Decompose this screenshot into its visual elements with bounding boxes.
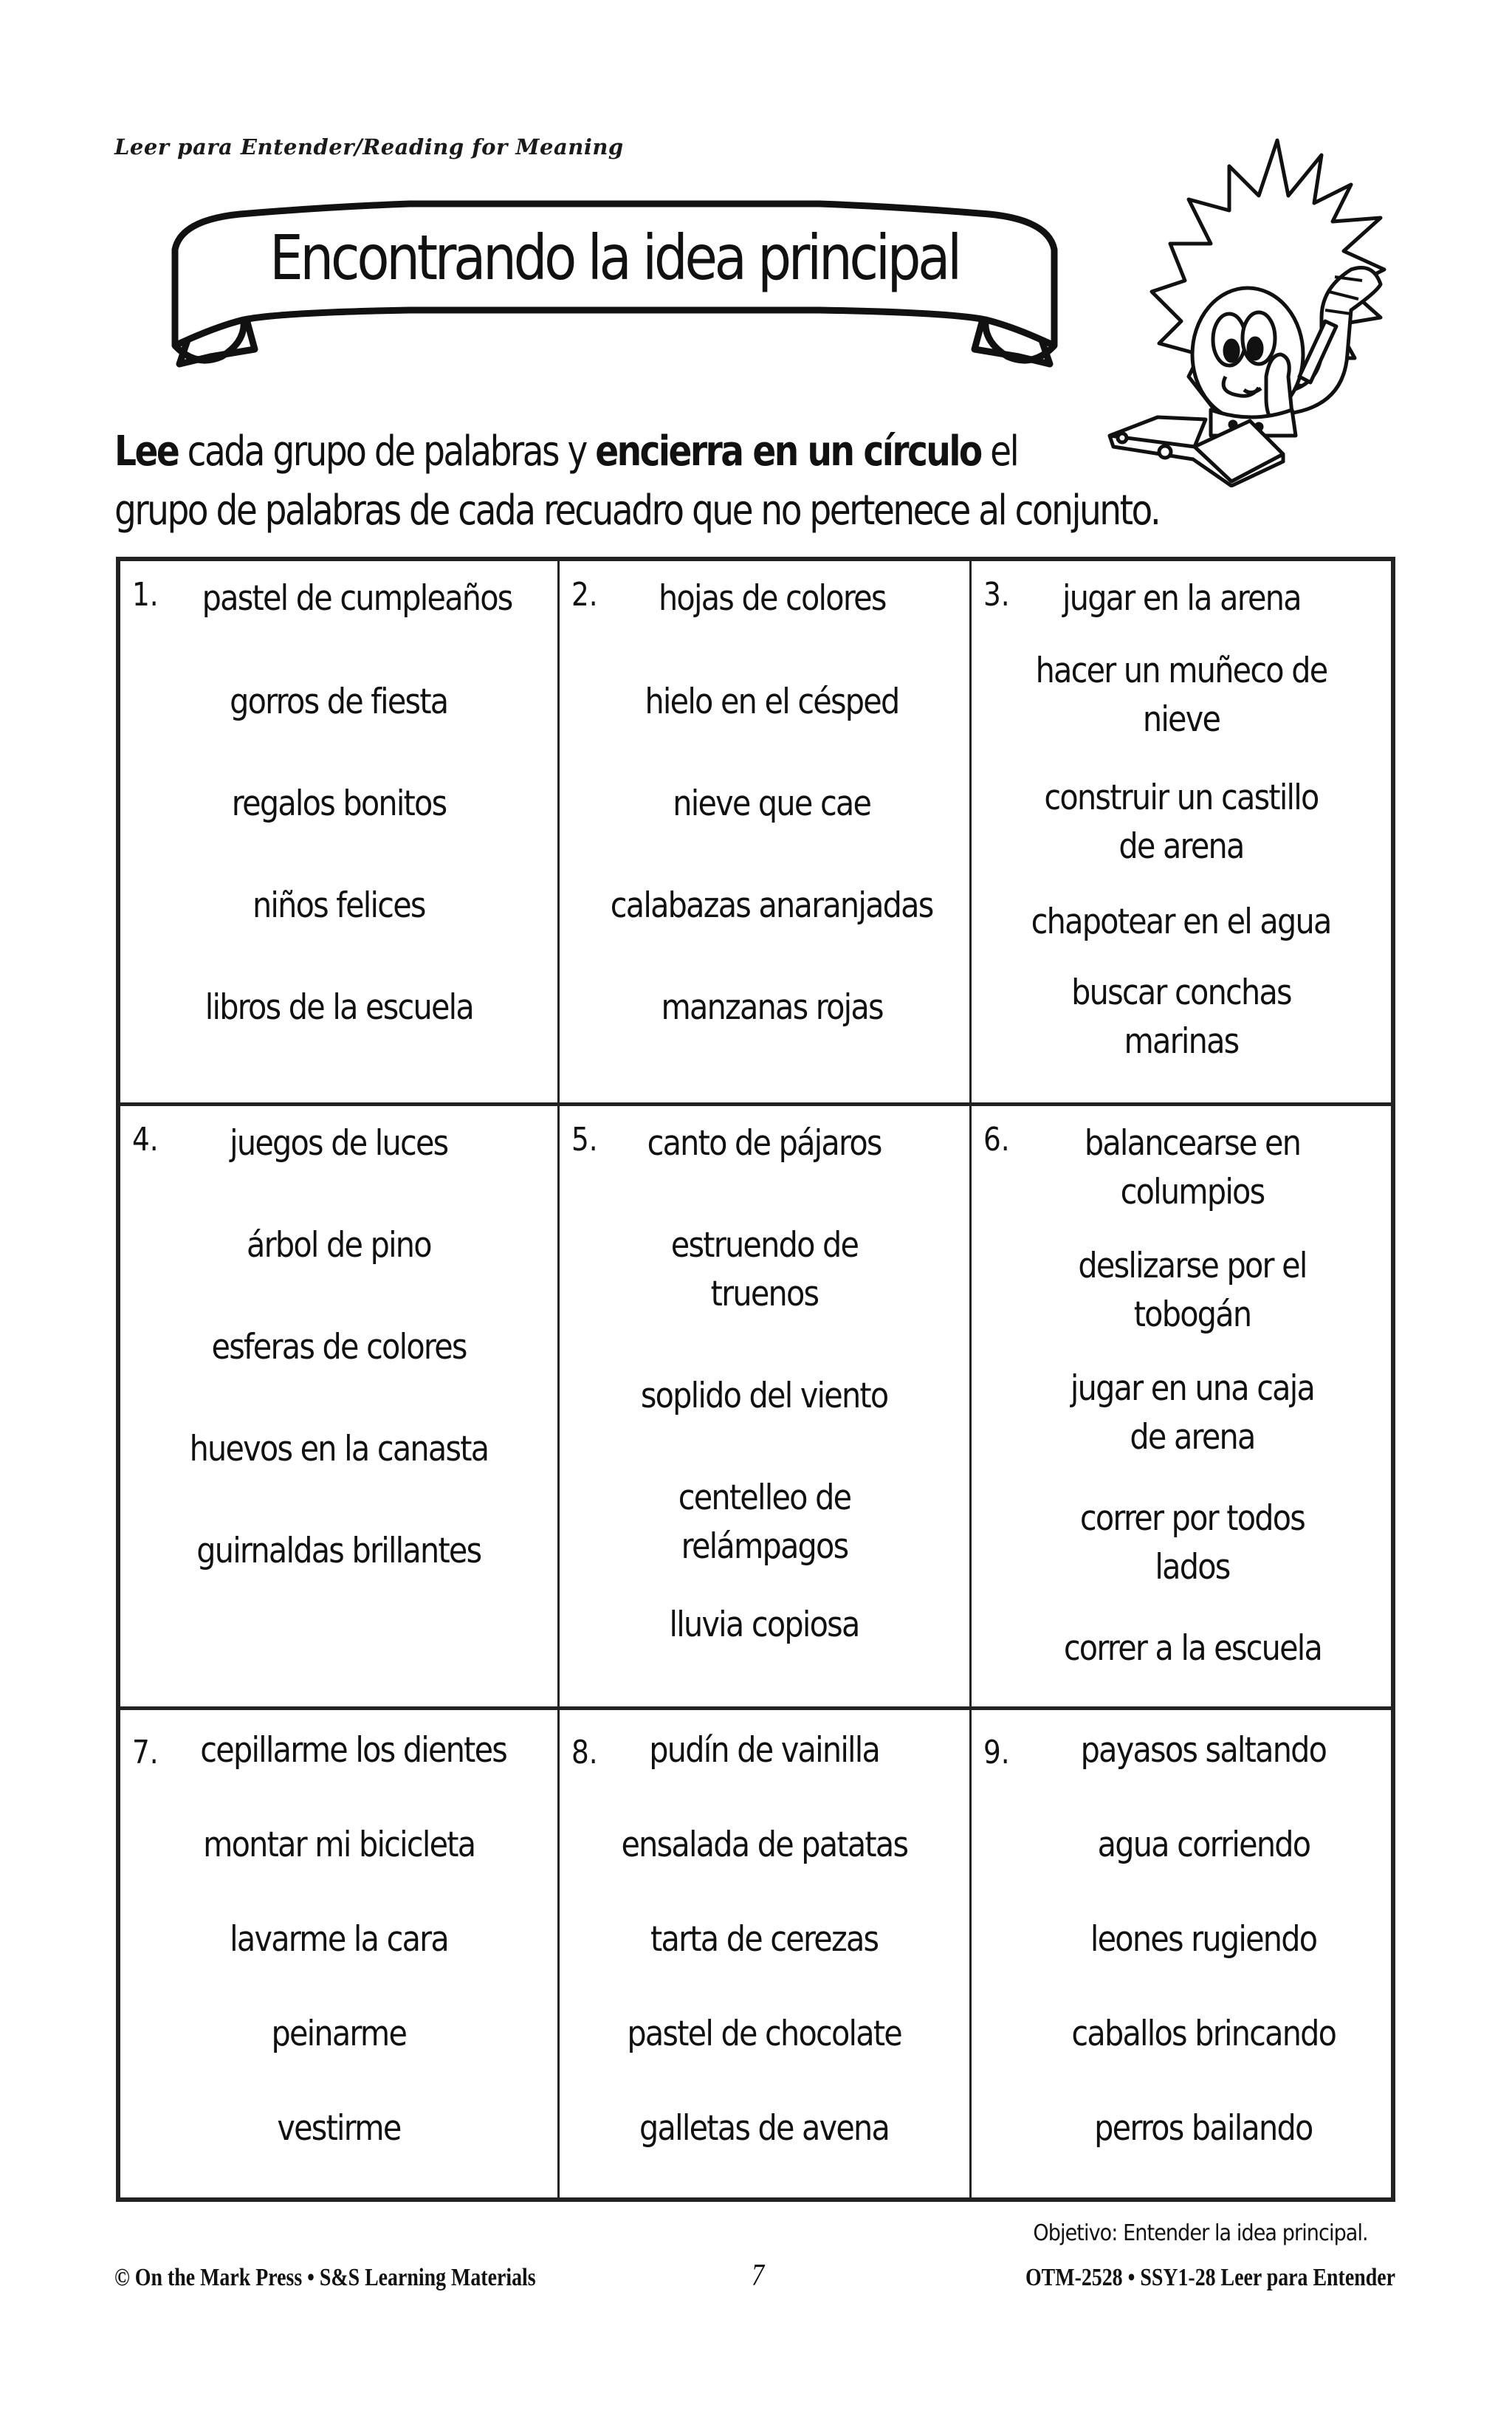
worksheet-grid: [116, 557, 1395, 2202]
box-7: [120, 1710, 560, 2197]
word-group[interactable]: regalos bonitos: [231, 783, 447, 824]
word-group[interactable]: pastel de chocolate: [627, 2014, 902, 2054]
word-group[interactable]: juegos de luces: [230, 1123, 448, 1164]
box-5: [560, 1106, 972, 1710]
word-group[interactable]: tarta de cerezas: [650, 1919, 879, 1960]
objective-note: Objetivo: Entender la idea principal.: [1033, 2220, 1368, 2246]
word-group[interactable]: balancearse en columpios: [1084, 1123, 1301, 1212]
word-group[interactable]: leones rugiendo: [1090, 1919, 1317, 1960]
word-group[interactable]: gorros de fiesta: [230, 682, 448, 722]
box-1: [120, 561, 560, 1106]
word-group[interactable]: correr a la escuela: [1063, 1628, 1322, 1669]
word-group[interactable]: cepillarme los dientes: [200, 1730, 507, 1771]
word-group[interactable]: libros de la escuela: [205, 987, 473, 1028]
word-group[interactable]: vestirme: [277, 2108, 401, 2149]
box-9: [972, 1710, 1391, 2197]
word-group[interactable]: pudín de vainilla: [649, 1730, 880, 1771]
box-number: 8.: [571, 1734, 598, 1771]
box-2: [560, 561, 972, 1106]
word-group[interactable]: estruendo de truenos: [670, 1225, 859, 1314]
word-group[interactable]: manzanas rojas: [661, 987, 883, 1028]
word-group[interactable]: nieve que cae: [673, 783, 871, 824]
box-3: [972, 561, 1391, 1106]
instructions-line-1: [114, 422, 1169, 481]
word-group[interactable]: buscar conchas marinas: [1071, 972, 1291, 1062]
instruction-text: cada grupo de palabras y: [178, 428, 596, 476]
page-title: Encontrando la idea principal: [269, 222, 959, 294]
word-group[interactable]: chapotear en el agua: [1031, 902, 1331, 942]
box-4: [120, 1106, 560, 1710]
word-group[interactable]: guirnaldas brillantes: [196, 1531, 481, 1571]
instruction-bold-circle: encierra en un círculo: [595, 428, 981, 476]
box-number: 2.: [571, 576, 598, 614]
word-group[interactable]: caballos brincando: [1071, 2014, 1336, 2054]
product-code: OTM-2528 • SSY1-28 Leer para Entender: [1025, 2264, 1395, 2291]
word-group[interactable]: jugar en la arena: [1062, 578, 1301, 619]
word-group[interactable]: centelleo de relámpagos: [678, 1478, 851, 1567]
box-number: 4.: [132, 1121, 159, 1159]
word-group[interactable]: peinarme: [271, 2014, 407, 2054]
word-group[interactable]: galletas de avena: [639, 2108, 890, 2149]
word-group[interactable]: deslizarse por el tobogán: [1078, 1246, 1307, 1335]
word-group[interactable]: árbol de pino: [247, 1225, 431, 1266]
instruction-text: el: [980, 428, 1018, 476]
word-group[interactable]: lluvia copiosa: [669, 1605, 860, 1645]
box-number: 7.: [132, 1734, 159, 1771]
word-group[interactable]: esferas de colores: [211, 1327, 467, 1367]
word-group[interactable]: calabazas anaranjadas: [611, 885, 933, 926]
instruction-bold-read: Lee: [114, 428, 179, 476]
word-group[interactable]: hojas de colores: [658, 578, 886, 619]
word-group[interactable]: correr por todos lados: [1079, 1498, 1305, 1588]
box-number: 3.: [983, 576, 1010, 614]
word-group[interactable]: perros bailando: [1094, 2108, 1313, 2149]
word-group[interactable]: hacer un muñeco de nieve: [1035, 651, 1327, 740]
word-group[interactable]: construir un castillo de arena: [1044, 778, 1319, 867]
word-group[interactable]: pastel de cumpleaños: [202, 578, 512, 619]
word-group[interactable]: canto de pájaros: [647, 1123, 882, 1164]
word-group[interactable]: lavarme la cara: [230, 1919, 448, 1960]
word-group[interactable]: soplido del viento: [641, 1376, 888, 1416]
word-group[interactable]: montar mi bicicleta: [202, 1825, 475, 1865]
box-number: 5.: [571, 1121, 598, 1159]
word-group[interactable]: huevos en la canasta: [189, 1429, 489, 1469]
box-8: [560, 1710, 972, 2197]
box-number: 9.: [983, 1734, 1010, 1771]
word-group[interactable]: ensalada de patatas: [621, 1825, 908, 1865]
instructions-line-2: grupo de palabras de cada recuadro que no pertenece al conjunto.: [114, 487, 1160, 535]
word-group[interactable]: payasos saltando: [1080, 1730, 1327, 1771]
word-group[interactable]: hielo en el césped: [645, 682, 899, 722]
page-number: 7: [751, 2259, 765, 2293]
instructions: [114, 422, 1370, 540]
copyright: © On the Mark Press • S&S Learning Materials: [114, 2264, 536, 2291]
box-6: [972, 1106, 1391, 1710]
box-number: 6.: [983, 1121, 1010, 1159]
word-group[interactable]: agua corriendo: [1097, 1825, 1310, 1865]
box-number: 1.: [132, 576, 159, 614]
word-group[interactable]: niños felices: [252, 885, 425, 926]
series-title: Leer para Entender/Reading for Meaning: [114, 134, 624, 159]
word-group[interactable]: jugar en una caja de arena: [1070, 1368, 1315, 1458]
